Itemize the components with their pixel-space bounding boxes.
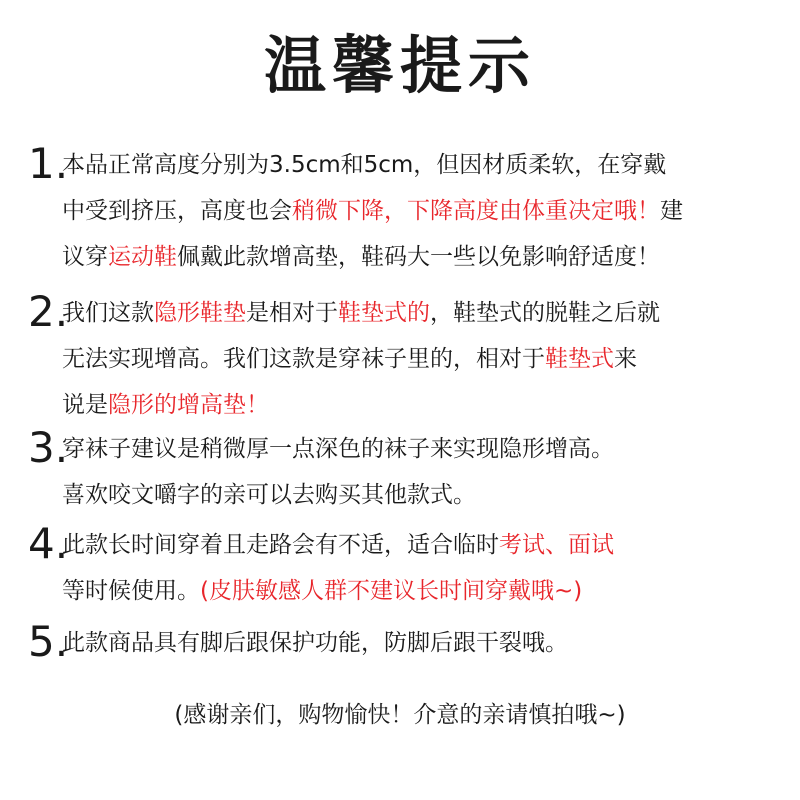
tip-line	[62, 298, 660, 328]
tip-text: 此款商品具有脚后跟保护功能，防脚后跟干裂哦。	[62, 630, 568, 656]
tip-number: 2.	[28, 287, 69, 336]
tip-line	[62, 480, 476, 510]
tip-text: 佩戴此款增高垫，鞋码大一些以免影响舒适度！	[177, 244, 660, 270]
tip-text: 中受到挤压，高度也会	[62, 198, 292, 224]
page-title: 温馨提示	[263, 29, 536, 102]
tip-line	[62, 344, 637, 374]
tip-number: 3.	[28, 423, 69, 472]
tip-text: 议穿	[62, 244, 108, 270]
tip-number: 1.	[28, 139, 69, 188]
highlight-text: 隐形鞋垫	[154, 300, 246, 326]
tip-number: 5.	[28, 617, 69, 666]
tip-line	[62, 150, 666, 180]
tip-text: 穿袜子建议是稍微厚一点深色的袜子来实现隐形增高。	[62, 436, 614, 462]
highlight-text: (皮肤敏感人群不建议长时间穿戴哦~)	[200, 578, 583, 604]
tip-text: 此款长时间穿着且走路会有不适，适合临时	[62, 532, 499, 558]
tip-text: 无法实现增高。我们这款是穿袜子里的，相对于	[62, 346, 545, 372]
tip-text: 建	[660, 198, 683, 224]
tip-line	[62, 628, 568, 658]
tip-text: 喜欢咬文嚼字的亲可以去购买其他款式。	[62, 482, 476, 508]
tip-text: 本品正常高度分别为3.5cm和5cm，但因材质柔软，在穿戴	[62, 152, 667, 178]
tip-line	[62, 530, 614, 560]
tip-line	[62, 196, 683, 226]
highlight-text: 考试、面试	[499, 532, 614, 558]
tip-line	[62, 434, 614, 464]
tip-line	[62, 390, 269, 420]
highlight-text: 隐形的增高垫！	[108, 392, 269, 418]
tip-number: 4.	[28, 519, 69, 568]
tip-text: 是相对于	[246, 300, 338, 326]
tip-text: 等时候使用。	[62, 578, 200, 604]
tip-text: 说是	[62, 392, 108, 418]
highlight-text: 鞋垫式	[545, 346, 614, 372]
tip-text: 我们这款	[62, 300, 154, 326]
tip-text: ，鞋垫式的脱鞋之后就	[430, 300, 660, 326]
tip-line	[62, 576, 582, 606]
tip-line	[62, 242, 660, 272]
tip-text: 来	[614, 346, 637, 372]
highlight-text: 运动鞋	[108, 244, 177, 270]
highlight-text: 稍微下降，下降高度由体重决定哦！	[292, 198, 660, 224]
highlight-text: 鞋垫式的	[338, 300, 430, 326]
footer-note: (感谢亲们，购物愉快！介意的亲请慎拍哦~)	[174, 702, 626, 728]
